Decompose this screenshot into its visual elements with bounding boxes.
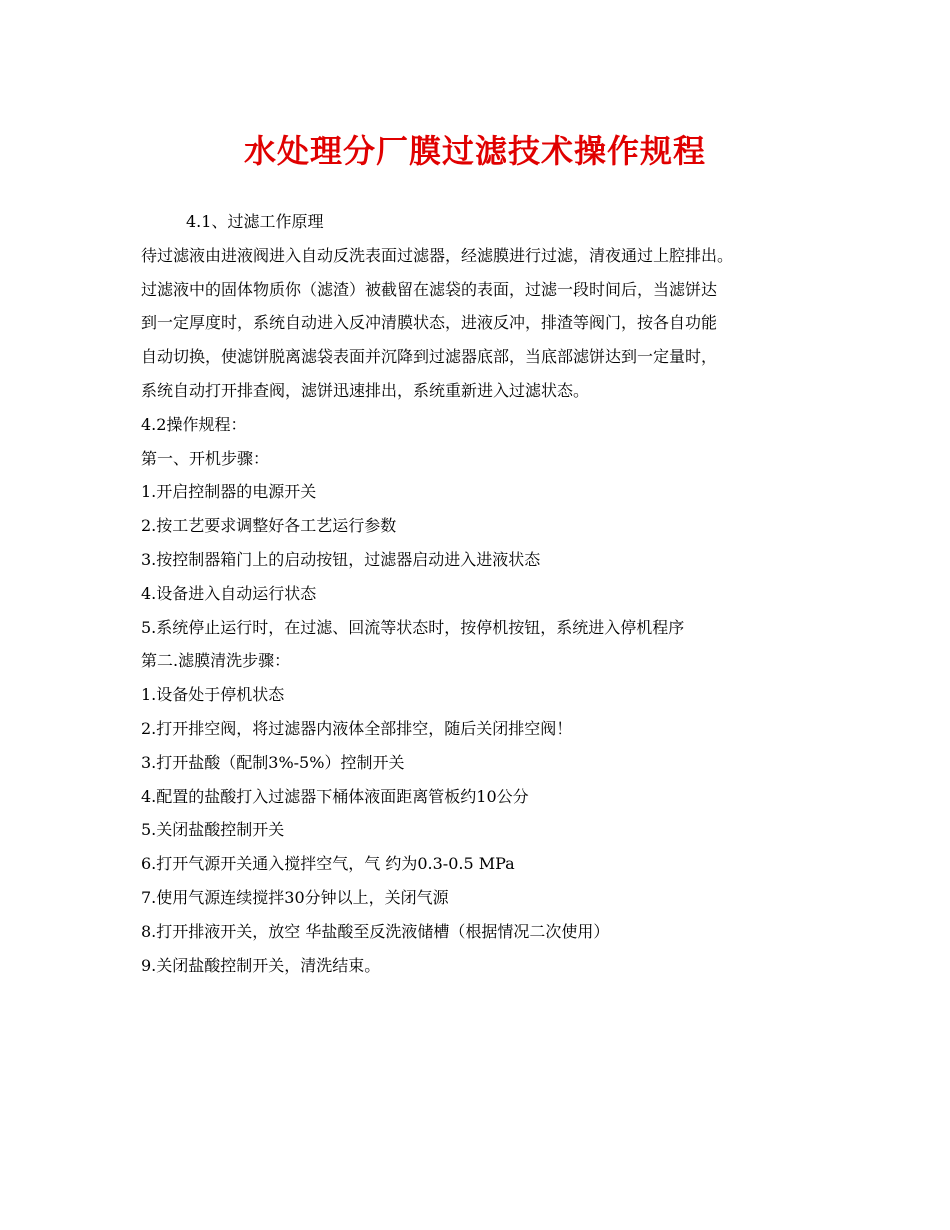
paragraph-line: 过滤液中的固体物质你（滤渣）被截留在滤袋的表面，过滤一段时间后，当滤饼达 [141,279,718,299]
list-item: 5.关闭盐酸控制开关 [141,820,285,840]
subsection-heading-membrane-cleaning: 第二.滤膜清洗步骤： [141,651,291,671]
list-item: 2.按工艺要求调整好各工艺运行参数 [141,516,397,536]
document-title: 水处理分厂膜过滤技术操作规程 [243,132,706,170]
document-body [141,205,841,982]
list-item: 1.开启控制器的电源开关 [141,482,317,502]
list-item: 8.打开排液开关，放空 华盐酸至反洗液储槽（根据情况二次使用） [141,921,610,941]
list-item: 5.系统停止运行时，在过滤、回流等状态时，按停机按钮，系统进入停机程序 [141,617,685,637]
paragraph-line: 系统自动打开排查阀，滤饼迅速排出，系统重新进入过滤状态。 [141,380,590,400]
list-item: 7.使用气源连续搅拌30分钟以上，关闭气源 [141,887,449,907]
list-item: 3.按控制器箱门上的启动按钮，过滤器启动进入进液状态 [141,549,541,569]
subsection-heading-startup: 第一、开机步骤： [141,448,270,468]
list-item: 1.设备处于停机状态 [141,685,285,705]
list-item: 4.设备进入自动运行状态 [141,583,317,603]
paragraph-line: 到一定厚度时，系统自动进入反冲清膜状态，进液反冲，排渣等阀门，按各自功能 [141,313,718,333]
section-heading-operating-rules: 4.2操作规程： [141,414,247,434]
list-item: 2.打开排空阀，将过滤器内液体全部排空，随后关闭排空阀！ [141,718,573,738]
paragraph-line: 待过滤液由进液阀进入自动反洗表面过滤器，经滤膜进行过滤，清夜通过上腔排出。 [141,245,734,265]
list-item: 3.打开盐酸（配制3%-5%）控制开关 [141,752,405,772]
paragraph-line: 自动切换，使滤饼脱离滤袋表面并沉降到过滤器底部，当底部滤饼达到一定量时， [141,347,718,367]
section-heading-filter-principle: 4.1、过滤工作原理 [186,212,324,231]
list-item: 6.打开气源开关通入搅拌空气，气 约为0.3-0.5 MPa [141,854,515,874]
list-item: 9.关闭盐酸控制开关，清洗结束。 [141,955,381,975]
list-item: 4.配置的盐酸打入过滤器下桶体液面距离管板约10公分 [141,786,529,806]
